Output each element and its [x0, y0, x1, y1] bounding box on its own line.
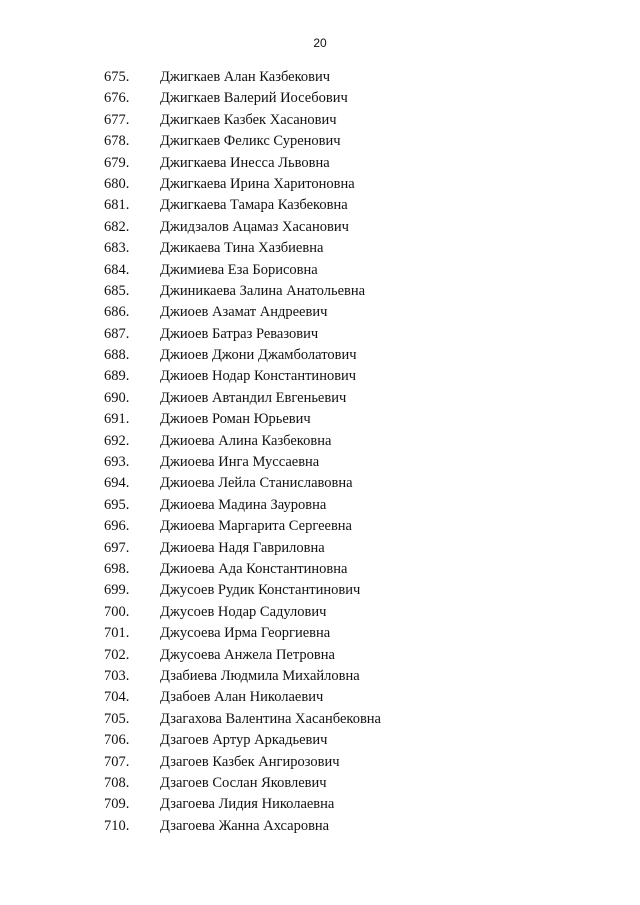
entry-number: 699.: [104, 582, 130, 599]
entry-number: 683.: [104, 240, 130, 257]
entry-number: 687.: [104, 325, 130, 342]
entry-name: Джиоева Надя Гавриловна: [160, 539, 325, 556]
list-item: [0, 730, 640, 751]
entry-number: 676.: [104, 90, 130, 107]
entry-name: Джиоева Алина Казбековна: [160, 432, 332, 449]
entry-name: Джигкаев Феликс Суренович: [160, 133, 341, 150]
list-item: [0, 174, 640, 195]
entry-number: 681.: [104, 197, 130, 214]
entry-number: 685.: [104, 282, 130, 299]
entry-number: 690.: [104, 389, 130, 406]
entry-name: Дзагоев Казбек Ангирозович: [160, 753, 340, 770]
list-item: [0, 324, 640, 345]
entry-name: Дзабоев Алан Николаевич: [160, 689, 324, 706]
entry-name: Джикаева Тина Хазбиевна: [160, 240, 324, 257]
entry-number: 689.: [104, 368, 130, 385]
list-item: [0, 388, 640, 409]
entry-name: Джидзалов Ацамаз Хасанович: [160, 218, 349, 235]
entry-number: 704.: [104, 689, 130, 706]
list-item: [0, 516, 640, 537]
entry-number: 678.: [104, 133, 130, 150]
entry-number: 692.: [104, 432, 130, 449]
list-item: [0, 238, 640, 259]
list-item: [0, 131, 640, 152]
list-item: [0, 409, 640, 430]
entry-number: 675.: [104, 69, 130, 85]
list-item: [0, 623, 640, 644]
entry-name: Дзагоева Лидия Николаевна: [160, 796, 335, 813]
list-item: [0, 345, 640, 366]
list-item: [0, 110, 640, 131]
entry-name: Дзагоев Артур Аркадьевич: [160, 732, 328, 749]
entry-name: Дзагоева Жанна Ахсаровна: [160, 817, 330, 834]
list-item: [0, 366, 640, 387]
list-item: [0, 260, 640, 281]
entry-number: 701.: [104, 625, 130, 642]
list-item: [0, 752, 640, 773]
entry-name: Джиоев Азамат Андреевич: [160, 304, 328, 321]
entry-name: Джиоева Инга Муссаевна: [160, 454, 320, 471]
list-item: [0, 153, 640, 174]
list-item: [0, 431, 640, 452]
entry-name: Дзагахова Валентина Хасанбековна: [160, 710, 381, 727]
entry-number: 700.: [104, 603, 130, 620]
entry-name: Джиоев Роман Юрьевич: [160, 411, 311, 428]
entry-name: Джусоев Нодар Садулович: [160, 603, 327, 620]
list-item: [0, 816, 640, 837]
entry-number: 684.: [104, 261, 130, 278]
entry-number: 698.: [104, 560, 130, 577]
entry-name: Джигкаева Инесса Львовна: [160, 154, 330, 171]
entry-number: 680.: [104, 175, 130, 192]
entry-number: 707.: [104, 753, 130, 770]
entry-number: 709.: [104, 796, 130, 813]
list-item: [0, 559, 640, 580]
entry-number: 695.: [104, 496, 130, 513]
entry-name: Джигкаев Алан Казбекович: [160, 69, 331, 85]
entry-name: Джиоев Нодар Константинович: [160, 368, 357, 385]
entry-name: Джигкаев Казбек Хасанович: [160, 111, 337, 128]
entry-name: Джимиева Еза Борисовна: [160, 261, 318, 278]
entry-name: Джиоева Маргарита Сергеевна: [160, 518, 352, 535]
entry-name: Джигкаева Ирина Харитоновна: [160, 175, 355, 192]
entry-name: Джигкаев Валерий Иосебович: [160, 90, 348, 107]
entry-name: Джигкаева Тамара Казбековна: [160, 197, 348, 214]
list-item: [0, 452, 640, 473]
entry-number: 677.: [104, 111, 130, 128]
entry-name: Джусоева Ирма Георгиевна: [160, 625, 331, 642]
list-item: [0, 195, 640, 216]
entry-name: Джиоев Батраз Ревазович: [160, 325, 319, 342]
list-item: [0, 709, 640, 730]
list-item: [0, 538, 640, 559]
list-item: [0, 281, 640, 302]
entry-number: 688.: [104, 347, 130, 364]
entry-number: 710.: [104, 817, 130, 834]
entry-name: Дзабиева Людмила Михайловна: [160, 667, 360, 684]
page-number: 20: [313, 36, 327, 50]
entry-number: 705.: [104, 710, 130, 727]
list-item: [0, 602, 640, 623]
entry-name: Джиоева Ада Константиновна: [160, 560, 348, 577]
entry-name: Дзагоев Сослан Яковлевич: [160, 774, 327, 791]
entry-name: Джиоев Автандил Евгеньевич: [160, 389, 347, 406]
list-item: [0, 473, 640, 494]
list-item: [0, 773, 640, 794]
entry-number: 679.: [104, 154, 130, 171]
entry-number: 696.: [104, 518, 130, 535]
entry-number: 702.: [104, 646, 130, 663]
entry-number: 686.: [104, 304, 130, 321]
entry-name: Джиоев Джони Джамболатович: [160, 347, 357, 364]
entry-number: 703.: [104, 667, 130, 684]
list-item: [0, 495, 640, 516]
list-item: [0, 67, 640, 88]
list-item: [0, 794, 640, 815]
entry-number: 708.: [104, 774, 130, 791]
name-list: [0, 67, 640, 837]
entry-number: 691.: [104, 411, 130, 428]
list-item: [0, 645, 640, 666]
entry-number: 682.: [104, 218, 130, 235]
entry-number: 694.: [104, 475, 130, 492]
entry-name: Джусоева Анжела Петровна: [160, 646, 335, 663]
list-item: [0, 217, 640, 238]
entry-number: 697.: [104, 539, 130, 556]
entry-number: 706.: [104, 732, 130, 749]
entry-number: 693.: [104, 454, 130, 471]
list-item: [0, 687, 640, 708]
list-item: [0, 666, 640, 687]
list-item: [0, 580, 640, 601]
entry-name: Джиоева Лейла Станиславовна: [160, 475, 353, 492]
list-item: [0, 88, 640, 109]
entry-name: Джиникаева Залина Анатольевна: [160, 282, 366, 299]
list-item: [0, 302, 640, 323]
entry-name: Джиоева Мадина Зауровна: [160, 496, 327, 513]
entry-name: Джусоев Рудик Константинович: [160, 582, 361, 599]
